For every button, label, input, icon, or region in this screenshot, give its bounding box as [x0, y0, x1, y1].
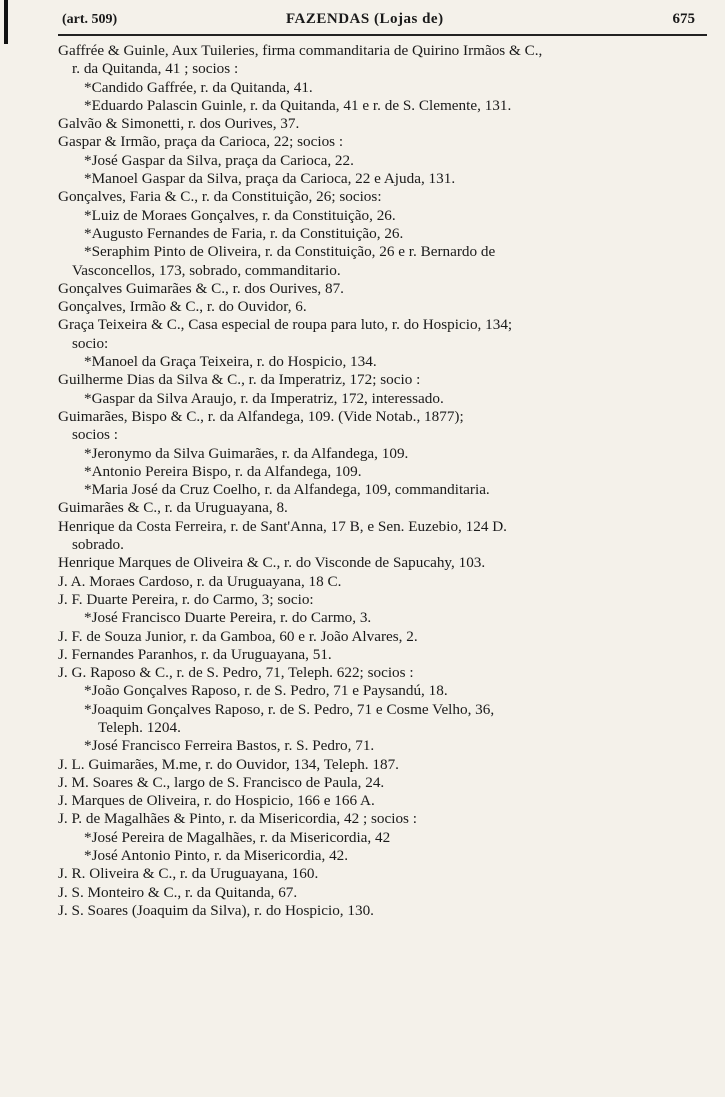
partner-entry: *José Pereira de Magalhães, r. da Misericordia, 42	[84, 828, 391, 846]
partner-entry: *Seraphim Pinto de Oliveira, r. da Constituição, 26 e r. Bernardo de	[84, 243, 496, 261]
firm-entry: J. F. de Souza Junior, r. da Gamboa, 60 e r. João Alvares, 2.	[58, 627, 418, 645]
firm-entry: Graça Teixeira & C., Casa especial de roupa para luto, r. do Hospicio, 134;	[58, 316, 513, 334]
partner-entry: *José Gaspar da Silva, praça da Carioca, 22.	[84, 151, 354, 169]
firm-entry: J. S. Soares (Joaquim da Silva), r. do Hospicio, 130.	[58, 901, 374, 919]
firm-entry: Gonçalves, Faria & C., r. da Constituição, 26; socios:	[58, 188, 382, 206]
firm-entry: Guimarães & C., r. da Uruguayana, 8.	[58, 499, 288, 517]
partner-entry: *Jeronymo da Silva Guimarães, r. da Alfandega, 109.	[84, 444, 409, 462]
firm-entry: J. S. Monteiro & C., r. da Quitanda, 67.	[58, 883, 298, 901]
firm-entry: J. Fernandes Paranhos, r. da Uruguayana, 51.	[58, 645, 332, 663]
entry-list	[58, 42, 707, 920]
page-header	[58, 6, 707, 36]
firm-entry: J. P. de Magalhães & Pinto, r. da Misericordia, 42 ; socios :	[58, 810, 417, 828]
firm-entry: J. R. Oliveira & C., r. da Uruguayana, 160.	[58, 865, 319, 883]
firm-entry: Henrique da Costa Ferreira, r. de Sant'Anna, 17 B, e Sen. Euzebio, 124 D.	[58, 517, 507, 535]
partner-entry: *Candido Gaffrée, r. da Quitanda, 41.	[84, 78, 313, 96]
firm-entry: Gaffrée & Guinle, Aux Tuileries, firma commanditaria de Quirino Irmãos & C.,	[58, 42, 543, 59]
partner-entry: *Eduardo Palascin Guinle, r. da Quitanda, 41 e r. de S. Clemente, 131.	[84, 96, 512, 114]
partner-entry: *Augusto Fernandes de Faria, r. da Constituição, 26.	[84, 224, 404, 242]
firm-entry: Gonçalves Guimarães & C., r. dos Ourives, 87.	[58, 279, 344, 297]
entry-continuation: socios :	[72, 426, 118, 444]
partner-entry: *Manoel da Graça Teixeira, r. do Hospicio, 134.	[84, 353, 377, 371]
partner-entry: *João Gonçalves Raposo, r. de S. Pedro, 71 e Paysandú, 18.	[84, 682, 448, 700]
entry-continuation: socio:	[72, 334, 109, 352]
firm-entry: J. A. Moraes Cardoso, r. da Uruguayana, 18 C.	[58, 572, 342, 590]
firm-entry: J. G. Raposo & C., r. de S. Pedro, 71, Teleph. 622; socios :	[58, 664, 414, 682]
page-edge-mark	[4, 0, 8, 44]
firm-entry: Gaspar & Irmão, praça da Carioca, 22; socios :	[58, 133, 344, 151]
firm-entry: Gonçalves, Irmão & C., r. do Ouvidor, 6.	[58, 298, 307, 316]
article-ref: (art. 509)	[62, 12, 118, 27]
partner-entry: *José Francisco Duarte Pereira, r. do Carmo, 3.	[84, 609, 372, 627]
firm-entry: J. M. Soares & C., largo de S. Francisco de Paula, 24.	[58, 773, 385, 791]
firm-entry: Guimarães, Bispo & C., r. da Alfandega, 109. (Vide Notab., 1877);	[58, 407, 464, 425]
page-number: 675	[672, 11, 695, 27]
partner-entry: *José Francisco Ferreira Bastos, r. S. Pedro, 71.	[84, 737, 375, 755]
partner-entry: *Manoel Gaspar da Silva, praça da Carioca, 22 e Ajuda, 131.	[84, 170, 456, 188]
firm-entry: J. F. Duarte Pereira, r. do Carmo, 3; socio:	[58, 590, 314, 608]
partner-entry: *José Antonio Pinto, r. da Misericordia, 42.	[84, 847, 349, 865]
firm-entry: Guilherme Dias da Silva & C., r. da Imperatriz, 172; socio :	[58, 371, 421, 389]
firm-entry: Henrique Marques de Oliveira & C., r. do Visconde de Sapucahy, 103.	[58, 554, 486, 572]
partner-entry: *Maria José da Cruz Coelho, r. da Alfandega, 109, commanditaria.	[84, 481, 490, 499]
entry-continuation: Teleph. 1204.	[98, 718, 181, 736]
entry-continuation: Vasconcellos, 173, sobrado, commanditario.	[72, 261, 341, 279]
firm-entry: J. L. Guimarães, M.me, r. do Ouvidor, 134, Teleph. 187.	[58, 755, 399, 773]
firm-entry: Galvão & Simonetti, r. dos Ourives, 37.	[58, 115, 300, 133]
partner-entry: *Antonio Pereira Bispo, r. da Alfandega, 109.	[84, 462, 362, 480]
partner-entry: *Gaspar da Silva Araujo, r. da Imperatriz, 172, interessado.	[84, 389, 444, 407]
partner-entry: *Luiz de Moraes Gonçalves, r. da Constituição, 26.	[84, 206, 396, 224]
entry-continuation: sobrado.	[72, 536, 124, 554]
section-title: FAZENDAS (Lojas de)	[286, 11, 444, 27]
partner-entry: *Joaquim Gonçalves Raposo, r. de S. Pedro, 71 e Cosme Velho, 36,	[84, 700, 495, 718]
firm-entry: J. Marques de Oliveira, r. do Hospicio, 166 e 166 A.	[58, 792, 375, 810]
entry-continuation: r. da Quitanda, 41 ; socios :	[72, 60, 239, 78]
